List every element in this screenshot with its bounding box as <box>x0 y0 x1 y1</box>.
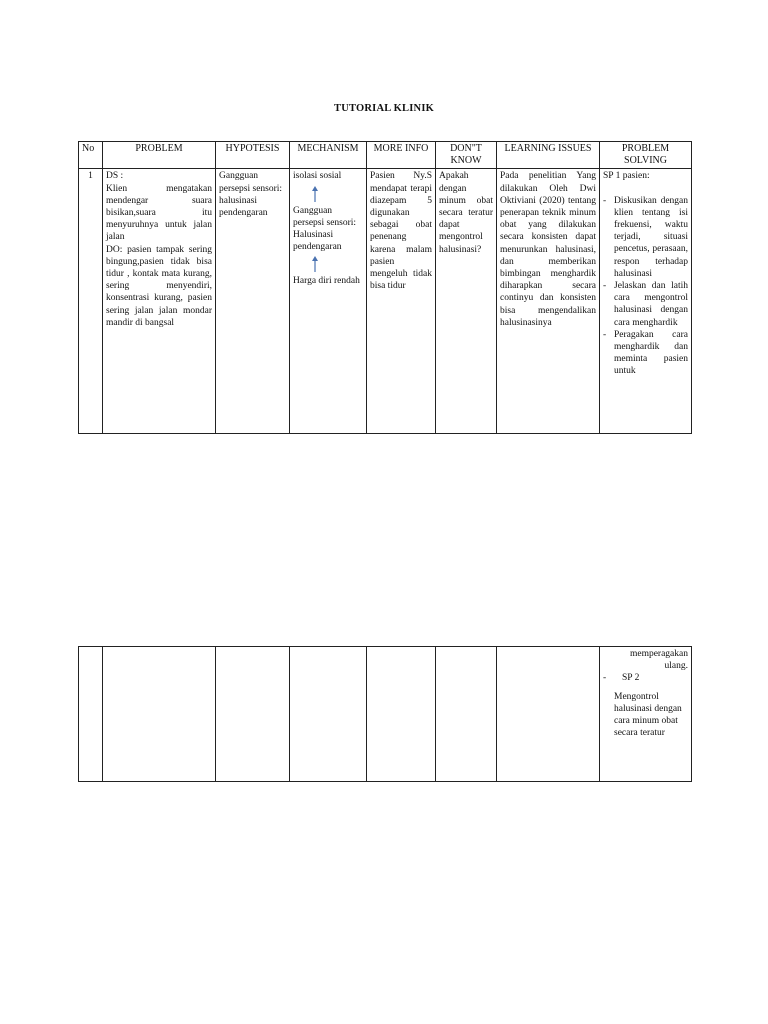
list-item: - Peragakan cara menghardik dan meminta pasien untuk <box>603 329 688 377</box>
problem-solving-cell <box>600 169 692 434</box>
problem-cell <box>103 169 216 434</box>
header-learning-issues: LEARNING ISSUES <box>497 142 600 169</box>
row-number: 1 <box>79 169 103 434</box>
header-problem: PROBLEM <box>103 142 216 169</box>
learning-issues-cell: Pada penelitian Yang dilakukan Oleh Dwi Oktiviani (2020) tentang penerapan teknik minum obat yang dilakukan secara konsisten dapat menurunkan halusinasi, dan memberikan bimbingan menghardik diharapkan secara continyu dan konsisten bisa mengendalikan halusinasinya <box>497 169 600 434</box>
do-text: DO: pasien tampak sering bingung,pasien tidak bisa tidur , kontak mata kurang, sering menyendiri, konsentrasi kurang, pasien sering jalan jalan mondar mandir di bangsal <box>106 244 212 328</box>
hypotesis-cell: Gangguan persepsi sensori: halusinasi pendengaran <box>216 169 290 434</box>
table-header-row <box>79 142 692 169</box>
ds-text: Klien mengatakan mendengar suara bisikan,suara itu menyuruhnya untuk jalan jalan <box>106 183 212 243</box>
sp2-list <box>603 672 688 684</box>
arrow-up-icon <box>307 185 323 203</box>
list-dash: - <box>603 195 607 206</box>
mechanism-cell <box>290 169 367 434</box>
header-dont-know: DON"T KNOW <box>436 142 497 169</box>
table-row <box>79 169 692 434</box>
mechanism-step-hallucination: Gangguan persepsi sensori: Halusinasi pendengaran <box>293 205 357 253</box>
dont-know-cell: Apakah dengan minum obat secara teratur dapat mengontrol halusinasi? <box>436 169 497 434</box>
sp2-label: SP 2 <box>622 673 640 684</box>
table-row <box>79 647 692 782</box>
list-item: - Jelaskan dan latih cara mengontrol halusinasi dengan cara menghardik <box>603 281 688 328</box>
document-title: TUTORIAL KLINIK <box>334 103 434 114</box>
sp1-label: SP 1 pasien: <box>603 171 650 182</box>
list-item: - Diskusikan dengan klien tentang isi frekuensi, waktu terjadi, situasi pencetus, perasaan, respon terhadap halusinasi <box>603 195 688 279</box>
header-more-info: MORE INFO <box>367 142 436 169</box>
list-item <box>603 672 688 684</box>
ds-label: DS : <box>106 171 124 182</box>
tutorial-table-continued <box>78 646 692 782</box>
list-dash: - <box>603 673 607 684</box>
list-dash: - <box>603 281 607 292</box>
continuation-text: memperagakan ulang. <box>629 649 688 672</box>
sp2-text: Mengontrol halusinasi dengan cara minum obat secara teratur <box>614 691 682 739</box>
header-mechanism: MECHANISM <box>290 142 367 169</box>
problem-solving-cell-continued <box>600 647 692 782</box>
header-hypotesis: HYPOTESIS <box>216 142 290 169</box>
arrow-up-icon <box>307 255 323 273</box>
header-no: No <box>79 142 103 169</box>
sp1-list <box>603 195 688 378</box>
mechanism-step-isolation: isolasi sosial <box>293 171 342 182</box>
header-problem-solving: PROBLEM SOLVING <box>600 142 692 169</box>
tutorial-table <box>78 141 692 434</box>
more-info-cell: Pasien Ny.S mendapat terapi diazepam 5 digunakan sebagai obat penenang karena malam pasien mengeluh tidak bisa tidur <box>367 169 436 434</box>
list-dash: - <box>603 329 607 340</box>
mechanism-step-self-esteem: Harga diri rendah <box>293 276 360 287</box>
